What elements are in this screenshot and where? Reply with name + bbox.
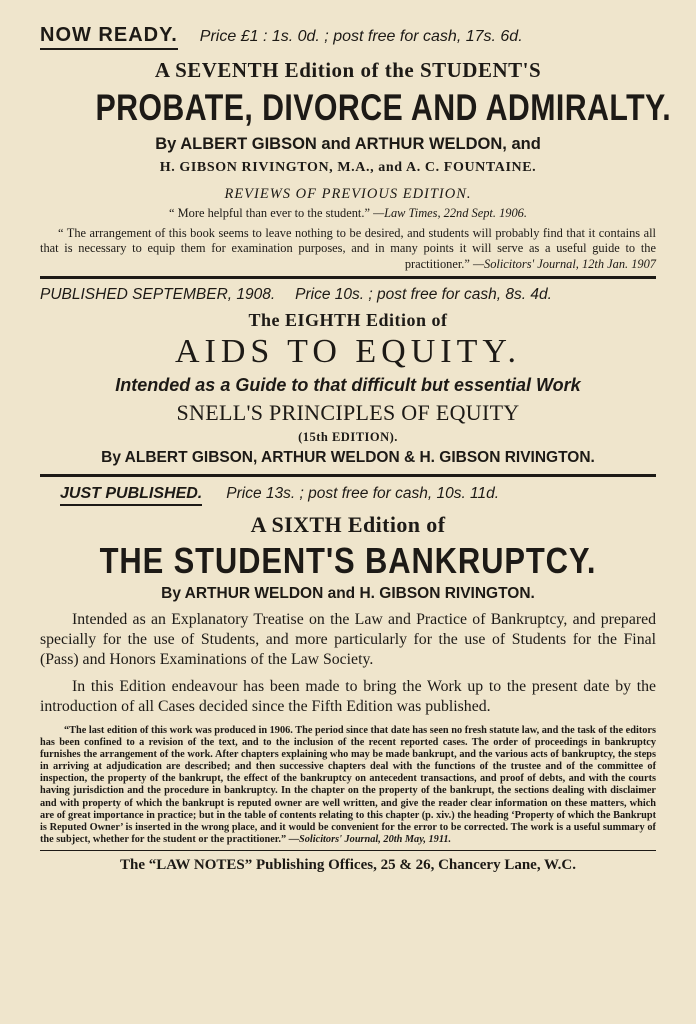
section3-paragraph2: In this Edition endeavour has been made to bring the Work up to the present date by the introduction of all Cases decided since the Fifth Edition was published. bbox=[40, 678, 656, 715]
section2-header bbox=[40, 286, 656, 304]
section1-quote2 bbox=[40, 226, 656, 273]
section3-title: THE STUDENT'S BANKRUPTCY. bbox=[99, 540, 597, 581]
quote1-text: “ More helpful than ever to the student.” bbox=[169, 206, 370, 220]
section1-authors-line1: By ALBERT GIBSON and ARTHUR WELDON, and bbox=[155, 135, 541, 153]
section3-quote-text: “The last edition of this work was produced in 1906. The period since that date has seen no fresh statute law, and the task of the editors has been confined to a revision of the text, and to the inclusion of the recent reported cases. The order of proceedings in bankruptcy furnishes the arrangement of the work. After chapters explaining who may be made bankrupt, and the various acts of bankruptcy, the steps in arriving at adjudication are described; and then successive chapters deal with the functions of the trustee and of the committee of inspection, the property of the bankrupt, the effect of the bankruptcy on antecedent transactions, and proof of debts, and with the courts having jurisdiction and the procedure in bankruptcy. In the chapter on the property of the bankrupt, the sections dealing with disclaimer and with property of which the bankrupt is reputed owner are well written, and give the reader clear information on these matters, which are of great importance in practice; but in the table of contents relating to this chapter (p. xiv.) the heading ‘Property of which the Bankrupt is Reputed Owner’ is inserted in the wrong place, and it would be convenient for the error to be corrected. The work is a useful summary of the subject, whether for the student or the practitioner.” bbox=[40, 725, 656, 845]
section3-price: Price 13s. ; post free for cash, 10s. 11d. bbox=[226, 485, 500, 502]
quote2-source: —Solicitors' Journal, 12th Jan. 1907 bbox=[473, 256, 656, 271]
section1-header bbox=[40, 24, 656, 50]
section2-edition: The EIGHTH Edition of bbox=[248, 310, 448, 330]
section2-price: Price 10s. ; post free for cash, 8s. 4d. bbox=[295, 286, 552, 303]
divider-rule-3 bbox=[40, 850, 656, 851]
section3-paragraph1: Intended as an Explanatory Treatise on the Law and Practice of Bankruptcy, and prepared specially for the use of Students, and more particularly for the use of Students for the Final (Pass) and Honors Examinations of the Law Society. bbox=[40, 611, 656, 668]
section3-quote-source: —Solicitors' Journal, 20th May, 1911. bbox=[288, 833, 452, 845]
section3-header bbox=[40, 485, 656, 506]
section2-subtitle: Intended as a Guide to that difficult but essential Work bbox=[115, 375, 581, 395]
section2-label: PUBLISHED SEPTEMBER, 1908. bbox=[40, 286, 276, 303]
section1-quote1 bbox=[40, 206, 656, 222]
section3-review-quote bbox=[40, 725, 656, 846]
section3-edition: A SIXTH Edition of bbox=[250, 512, 446, 537]
section1-reviews-heading: REVIEWS OF PREVIOUS EDITION. bbox=[224, 186, 472, 202]
quote2-text: “ The arrangement of this book seems to leave nothing to be desired, and students will probably find that it contains all that is necessary to equip them for examination purposes, and in many points it will serve as a useful guide to the practitioner.” bbox=[40, 225, 656, 271]
section2-authors: By ALBERT GIBSON, ARTHUR WELDON & H. GIBSON RIVINGTON. bbox=[101, 449, 595, 466]
section3-authors: By ARTHUR WELDON and H. GIBSON RIVINGTON. bbox=[161, 585, 535, 602]
publisher-footer: The “LAW NOTES” Publishing Offices, 25 & 26, Chancery Lane, W.C. bbox=[119, 856, 577, 873]
divider-rule-1 bbox=[40, 276, 656, 279]
section1-edition: A SEVENTH Edition of the STUDENT'S bbox=[154, 58, 542, 82]
section1-label: NOW READY. bbox=[40, 24, 178, 50]
section1-title: PROBATE, DIVORCE AND ADMIRALTY. bbox=[95, 87, 672, 128]
quote1-source: —Law Times, 22nd Sept. 1906. bbox=[373, 206, 527, 220]
section2-work-title: SNELL'S PRINCIPLES OF EQUITY bbox=[176, 400, 520, 425]
section2-title: AIDS TO EQUITY. bbox=[174, 333, 522, 370]
section2-work-edition: (15th EDITION). bbox=[298, 430, 398, 444]
section3-label: JUST PUBLISHED. bbox=[60, 485, 202, 506]
section1-authors-line2: H. GIBSON RIVINGTON, M.A., and A. C. FOUNTAINE. bbox=[159, 160, 537, 175]
section1-price: Price £1 : 1s. 0d. ; post free for cash, 17s. 6d. bbox=[199, 28, 523, 45]
divider-rule-2 bbox=[40, 474, 656, 477]
